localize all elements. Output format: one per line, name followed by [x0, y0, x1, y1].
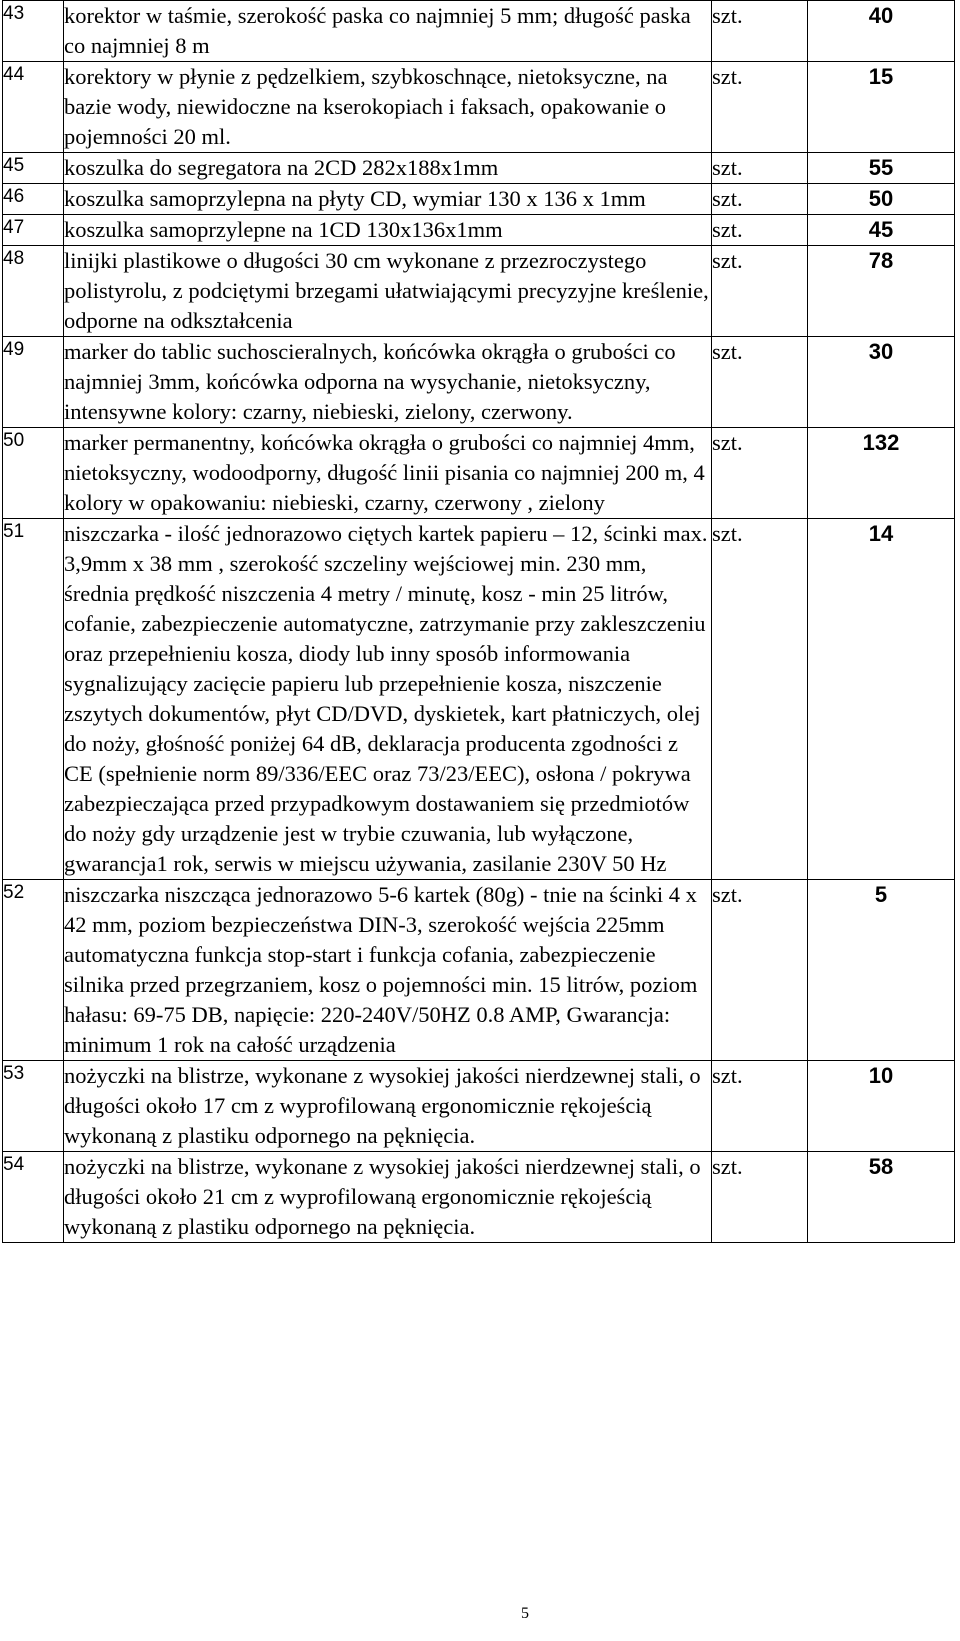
table-row — [3, 337, 955, 428]
unit-of-measure: szt. — [712, 153, 808, 184]
unit-of-measure: szt. — [712, 1, 808, 62]
quantity: 10 — [808, 1061, 955, 1152]
item-description: koszulka samoprzylepne na 1CD 130x136x1mm — [64, 215, 712, 246]
table-row — [3, 184, 955, 215]
item-description: niszczarka niszcząca jednorazowo 5-6 kartek (80g) - tnie na ścinki 4 x 42 mm, poziom bezpieczeństwa DIN-3, szerokość wejścia 225mm automatyczna funkcja stop-start i funkcja cofania, zabezpieczenie silnika przed przegrzaniem, kosz o pojemności min. 15 litrów, poziom hałasu: 69-75 DB, napięcie: 220-240V/50HZ 0.8 AMP, Gwarancja: minimum 1 rok na całość urządzenia — [64, 880, 712, 1061]
unit-of-measure: szt. — [712, 62, 808, 153]
table-row — [3, 1152, 955, 1243]
quantity: 40 — [808, 1, 955, 62]
item-description: nożyczki na blistrze, wykonane z wysokiej jakości nierdzewnej stali, o długości około 17 cm z wyprofilowaną ergonomicznie rękojeścią wykonaną z plastiku odpornego na pęknięcia. — [64, 1061, 712, 1152]
row-number: 45 — [3, 153, 64, 184]
table-row — [3, 1061, 955, 1152]
quantity: 50 — [808, 184, 955, 215]
row-number: 49 — [3, 337, 64, 428]
unit-of-measure: szt. — [712, 880, 808, 1061]
table-row — [3, 880, 955, 1061]
unit-of-measure: szt. — [712, 246, 808, 337]
row-number: 50 — [3, 428, 64, 519]
quantity: 30 — [808, 337, 955, 428]
item-description: korektory w płynie z pędzelkiem, szybkoschnące, nietoksyczne, na bazie wody, niewidoczne na kserokopiach i faksach, opakowanie o pojemności 20 ml. — [64, 62, 712, 153]
quantity: 14 — [808, 519, 955, 880]
unit-of-measure: szt. — [712, 337, 808, 428]
quantity: 132 — [808, 428, 955, 519]
row-number: 52 — [3, 880, 64, 1061]
unit-of-measure: szt. — [712, 428, 808, 519]
quantity: 45 — [808, 215, 955, 246]
item-description: koszulka do segregatora na 2CD 282x188x1mm — [64, 153, 712, 184]
quantity: 5 — [808, 880, 955, 1061]
table-row — [3, 215, 955, 246]
table-row — [3, 1, 955, 62]
row-number: 51 — [3, 519, 64, 880]
table-row — [3, 246, 955, 337]
unit-of-measure: szt. — [712, 1152, 808, 1243]
unit-of-measure: szt. — [712, 1061, 808, 1152]
table-row — [3, 153, 955, 184]
row-number: 54 — [3, 1152, 64, 1243]
quantity: 78 — [808, 246, 955, 337]
table-row — [3, 519, 955, 880]
quantity: 58 — [808, 1152, 955, 1243]
item-description: marker do tablic suchoscieralnych, końcówka okrągła o grubości co najmniej 3mm, końcówka odporna na wysychanie, nietoksyczny, intensywne kolory: czarny, niebieski, zielony, czerwony. — [64, 337, 712, 428]
item-description: marker permanentny, końcówka okrągła o grubości co najmniej 4mm, nietoksyczny, wodoodporny, długość linii pisania co najmniej 200 m, 4 kolory w opakowaniu: niebieski, czarny, czerwony , zielony — [64, 428, 712, 519]
row-number: 47 — [3, 215, 64, 246]
row-number: 43 — [3, 1, 64, 62]
quantity: 55 — [808, 153, 955, 184]
item-description: koszulka samoprzylepna na płyty CD, wymiar 130 x 136 x 1mm — [64, 184, 712, 215]
table-row — [3, 428, 955, 519]
row-number: 44 — [3, 62, 64, 153]
item-description: niszczarka - ilość jednorazowo ciętych kartek papieru – 12, ścinki max. 3,9mm x 38 mm , szerokość szczeliny wejściowej min. 230 mm, średnia prędkość niszczenia 4 metry / minutę, kosz - min 25 litrów, cofanie, zabezpieczenie automatyczne, zatrzymanie przy zakleszczeniu oraz przepełnieniu kosza, diody lub inny sposób informowania sygnalizujący zacięcie papieru lub przepełnienie kosza, niszczenie zszytych dokumentów, płyt CD/DVD, dyskietek, kart płatniczych, olej do noży, głośność poniżej 64 dB, deklaracja producenta zgodności z CE (spełnienie norm 89/336/EEC oraz 73/23/EEC), osłona / pokrywa zabezpieczająca przed przypadkowym dostawaniem się przedmiotów do noży gdy urządzenie jest w trybie czuwania, lub wyłączone, gwarancja1 rok, serwis w miejscu używania, zasilanie 230V 50 Hz — [64, 519, 712, 880]
table-body — [3, 1, 955, 1243]
specification-table — [2, 0, 955, 1243]
table-row — [3, 62, 955, 153]
item-description: korektor w taśmie, szerokość paska co najmniej 5 mm; długość paska co najmniej 8 m — [64, 1, 712, 62]
row-number: 53 — [3, 1061, 64, 1152]
item-description: linijki plastikowe o długości 30 cm wykonane z przezroczystego polistyrolu, z podciętymi brzegami ułatwiającymi precyzyjne kreślenie, odporne na odkształcenia — [64, 246, 712, 337]
quantity: 15 — [808, 62, 955, 153]
row-number: 46 — [3, 184, 64, 215]
unit-of-measure: szt. — [712, 215, 808, 246]
page-number: 5 — [521, 1605, 529, 1622]
unit-of-measure: szt. — [712, 184, 808, 215]
unit-of-measure: szt. — [712, 519, 808, 880]
item-description: nożyczki na blistrze, wykonane z wysokiej jakości nierdzewnej stali, o długości około 21 cm z wyprofilowaną ergonomicznie rękojeścią wykonaną z plastiku odpornego na pęknięcia. — [64, 1152, 712, 1243]
row-number: 48 — [3, 246, 64, 337]
